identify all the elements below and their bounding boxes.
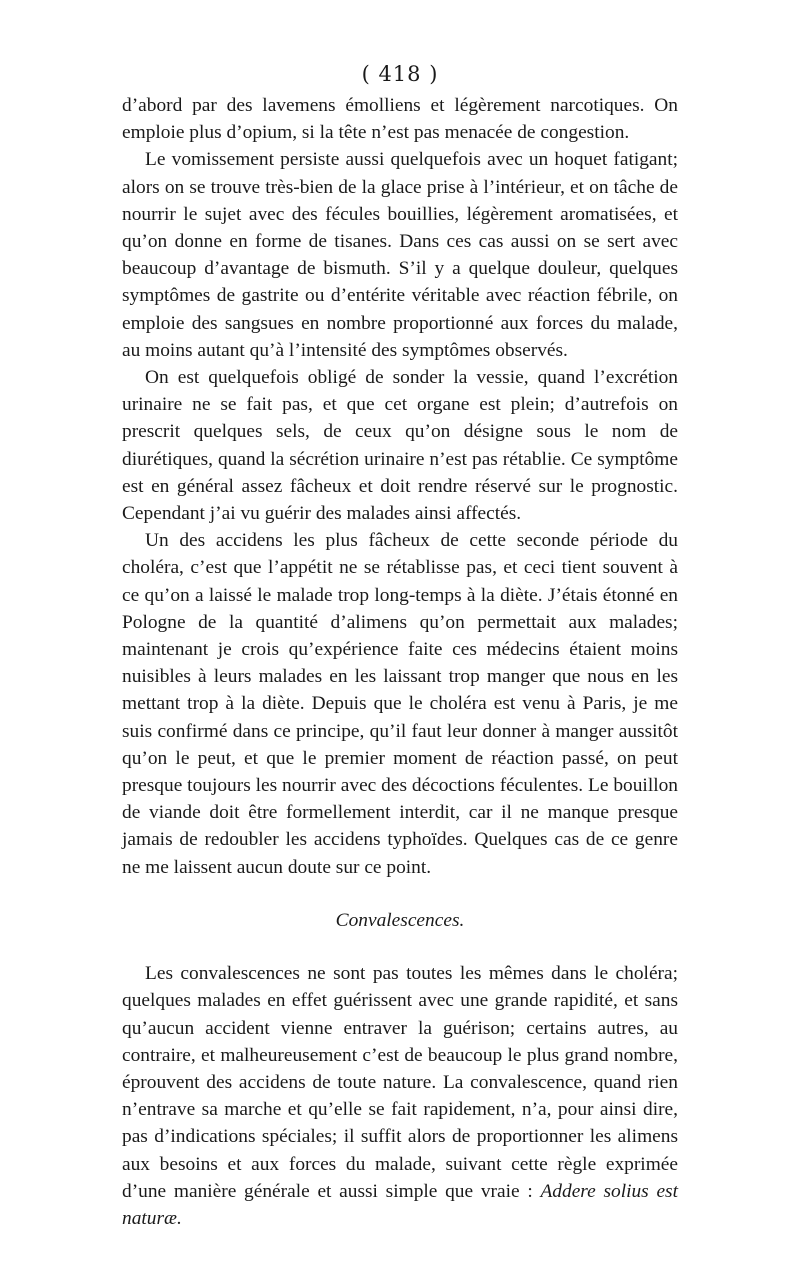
latin-quote: Addere solius est naturæ. (122, 1180, 678, 1229)
page-number: ( 418 ) (361, 62, 439, 86)
paragraph-2: Le vomissement persiste aussi quelquefois avec un hoquet fatigant; alors on se trouve très-bien de la glace prise à l’intérieur, et on tâche de nourrir le sujet avec des fécules bouillies, légèrement aromatisées, et qu’on donne en forme de tisanes. Dans ces cas aussi on se sert avec beaucoup d’avantage de bismuth. S’il y a quelque douleur, quelques symptômes de gastrite ou d’entérite véritable avec réaction fébrile, on emploie des sangsues en nombre proportionné aux forces du malade, au moins autant qu’à l’intensité des symptômes observés. (122, 149, 678, 361)
paragraph-final (122, 960, 678, 1232)
paragraph-4: Un des accidens les plus fâcheux de cette seconde période du choléra, c’est que l’appétit ne se rétablisse pas, et ceci tient souvent à ce qu’on a laissé le malade trop long-temps à la diète. J’étais étonné en Pologne de la quantité d’alimens qu’on permettait aux malades; maintenant je crois qu’expérience faite ces médecins étaient moins nuisibles à leurs malades en les laissant trop manger que nous en les mettant trop à la diète. Depuis que le choléra est venu à Paris, je me suis confirmé dans ce principe, qu’il faut leur donner à manger aussitôt qu’on le peut, et que le premier moment de réaction passé, on peut presque toujours les nourrir avec des décoctions féculentes. Le bouillon de viande doit être formellement interdit, car il ne manque presque jamais de redoubler les accidens typhoïdes. Quelques cas de ce genre ne me laissent aucun doute sur ce point. (122, 530, 678, 878)
page-body (122, 92, 678, 1232)
paragraph-3: On est quelquefois obligé de sonder la vessie, quand l’excrétion urinaire ne se fait pas, et que cet organe est plein; d’autrefois on prescrit quelques sels, de ceux qu’on désigne sous le nom de diurétiques, quand la sécrétion urinaire n’est pas rétablie. Ce symptôme est en général assez fâcheux et doit rendre réservé sur le prognostic. Cependant j’ai vu guérir des malades ainsi affectés. (122, 367, 678, 525)
final-paragraph-text: Les convalescences ne sont pas toutes les mêmes dans le choléra; quelques malades en effet guérissent avec une grande rapidité, et sans qu’aucun accident vienne entraver la guérison; certains autres, au contraire, et malheureusement c’est de beaucoup le plus grand nombre, éprouvent des accidens de toute nature. La convalescence, quand rien n’entrave sa marche et qu’elle se fait rapidement, n’a, pour ainsi dire, pas d’indications spéciales; il suffit alors de proportionner les alimens aux besoins et aux forces du malade, suivant cette règle exprimée d’une manière générale et aussi simple que vraie : (122, 963, 678, 1202)
paragraph-1: d’abord par des lavemens émolliens et légèrement narcotiques. On emploie plus d’opium, si la tête n’est pas menacée de congestion. (122, 95, 678, 144)
section-heading: Convalescences. (335, 909, 465, 931)
